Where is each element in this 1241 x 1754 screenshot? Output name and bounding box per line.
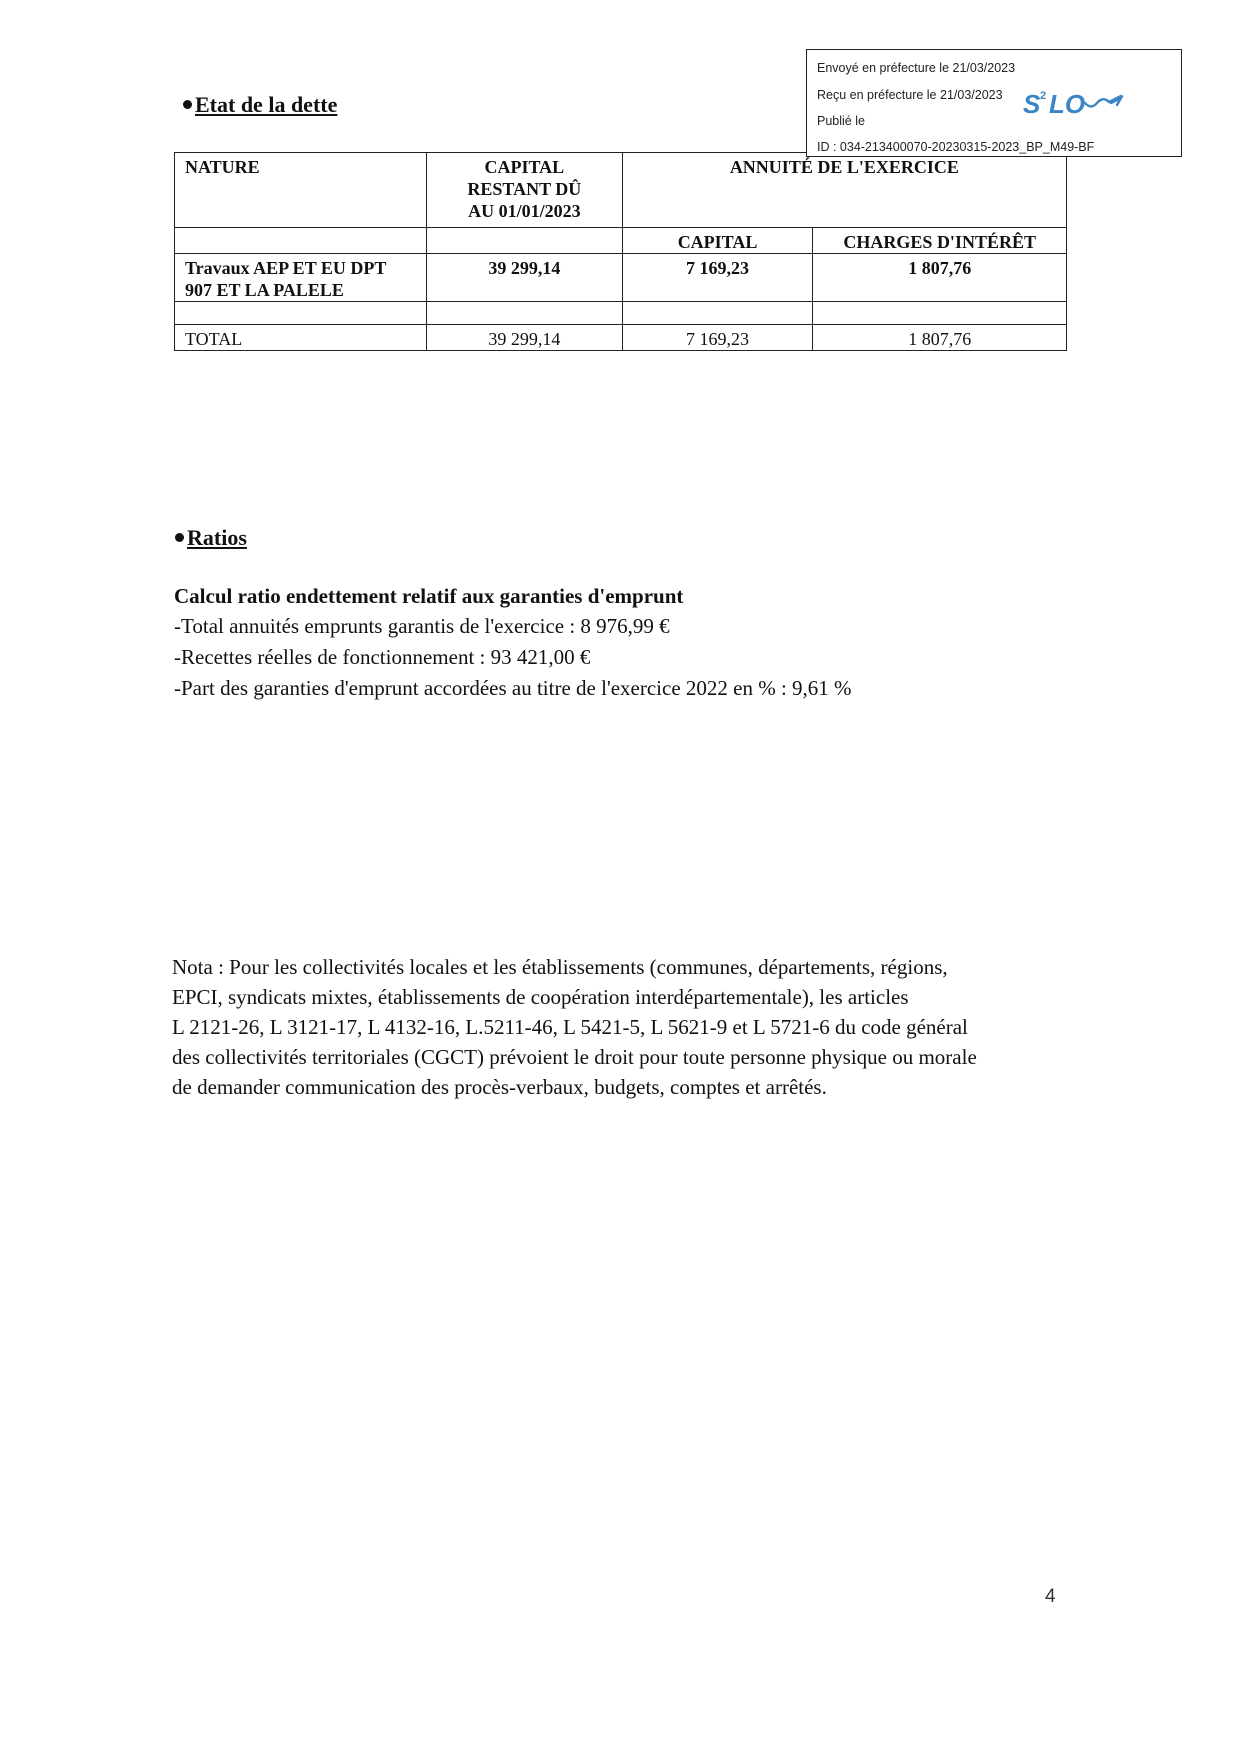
subheader-empty-capital-restant — [427, 228, 623, 254]
nota-line: de demander communication des procès-verbaux, budgets, comptes et arrêtés. — [172, 1075, 827, 1099]
total-label: TOTAL — [175, 325, 427, 351]
page-number: 4 — [1045, 1586, 1056, 1607]
bullet-icon — [175, 533, 184, 542]
ratio-title: Calcul ratio endettement relatif aux garanties d'emprunt — [174, 584, 684, 608]
table-subheader-row — [175, 228, 1067, 254]
ratio-line-recettes: -Recettes réelles de fonctionnement : 93 421,00 € — [174, 645, 591, 669]
ratio-line-annuites: -Total annuités emprunts garantis de l'exercice : 8 976,99 € — [174, 614, 670, 638]
header-capital-restant-line1: CAPITAL — [484, 157, 565, 177]
svg-text:LO: LO — [1049, 89, 1086, 119]
stamp-id: ID : 034-213400070-20230315-2023_BP_M49-BF — [817, 140, 1095, 154]
nota-line: des collectivités territoriales (CGCT) prévoient le droit pour toute personne physique ou morale — [172, 1045, 977, 1069]
header-capital: CAPITAL — [622, 228, 813, 254]
header-annuite: ANNUITÉ DE L'EXERCICE — [622, 153, 1066, 228]
stamp-sent-date: Envoyé en préfecture le 21/03/2023 — [817, 61, 1016, 75]
nota-line: EPCI, syndicats mixtes, établissements de coopération interdépartementale), les articles — [172, 985, 909, 1009]
stamp-received-date: Reçu en préfecture le 21/03/2023 — [817, 88, 1003, 102]
header-capital-restant-line3: AU 01/01/2023 — [468, 201, 581, 221]
header-charges: CHARGES D'INTÉRÊT — [813, 228, 1067, 254]
ratios-heading-text: Ratios — [187, 525, 247, 550]
nota-line: Nota : Pour les collectivités locales et les établissements (communes, départements, régions, — [172, 955, 948, 979]
empty-cell — [813, 302, 1067, 325]
ratio-line-part-garanties: -Part des garanties d'emprunt accordées au titre de l'exercice 2022 en % : 9,61 % — [174, 676, 852, 700]
section-heading-ratios — [175, 525, 247, 551]
table-row — [175, 254, 1067, 302]
nota-line: L 2121-26, L 3121-17, L 4132-16, L.5211-46, L 5421-5, L 5621-9 et L 5721-6 du code général — [172, 1015, 968, 1039]
cell-charges: 1 807,76 — [813, 254, 1067, 302]
debt-table — [174, 152, 1067, 351]
subheader-empty-nature — [175, 228, 427, 254]
svg-text:2: 2 — [1040, 90, 1047, 102]
bullet-icon — [183, 100, 192, 109]
svg-text:S: S — [1023, 89, 1041, 119]
prefecture-stamp — [806, 49, 1182, 157]
table-header-row — [175, 153, 1067, 228]
empty-cell — [175, 302, 427, 325]
dette-heading-text: Etat de la dette — [195, 92, 338, 117]
cell-nature-line2: 907 ET LA PALELE — [185, 280, 344, 300]
cell-capital: 7 169,23 — [622, 254, 813, 302]
total-capital: 7 169,23 — [622, 325, 813, 351]
cell-nature-line1: Travaux AEP ET EU DPT — [185, 258, 387, 278]
cell-nature — [175, 254, 427, 302]
cell-capital-restant: 39 299,14 — [427, 254, 623, 302]
empty-cell — [427, 302, 623, 325]
total-capital-restant: 39 299,14 — [427, 325, 623, 351]
stamp-published: Publié le — [817, 114, 865, 128]
section-heading-dette — [183, 92, 337, 118]
table-empty-row — [175, 302, 1067, 325]
header-capital-restant — [427, 153, 623, 228]
total-charges: 1 807,76 — [813, 325, 1067, 351]
header-nature: NATURE — [175, 153, 427, 228]
header-capital-restant-line2: RESTANT DÛ — [467, 179, 582, 199]
s2lo-logo-icon — [1021, 86, 1127, 120]
table-total-row — [175, 325, 1067, 351]
empty-cell — [622, 302, 813, 325]
